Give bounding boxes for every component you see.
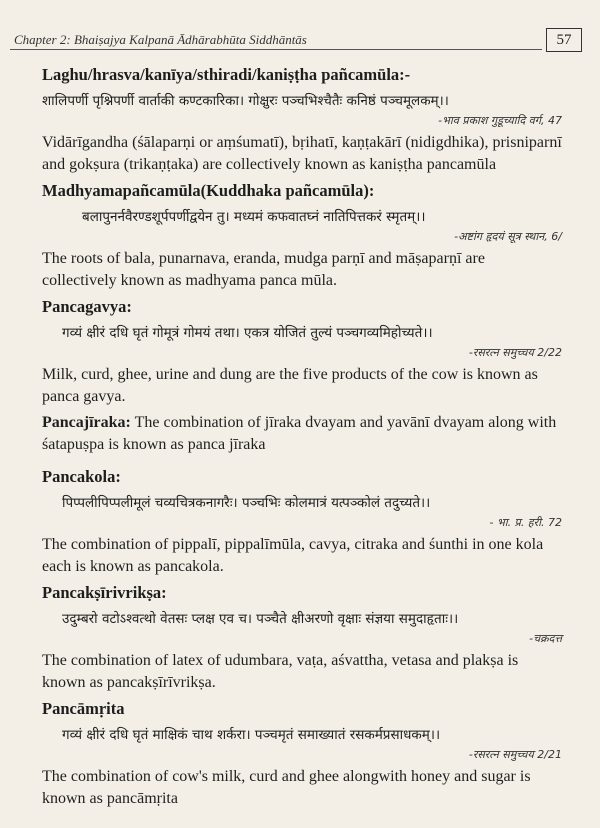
- sanskrit-verse: पिप्पलीपिप्पलीमूलं चव्यचित्रकनागरैः। पञ्चभिः कोलमात्रं यत्पञ्कोलं तदुच्यते।।: [62, 495, 431, 511]
- page-header: [0, 28, 600, 54]
- section-heading: Pancagavya:: [42, 297, 132, 316]
- sanskrit-verse: बलापुनर्नवैरण्डशूर्पपर्णीद्वयेन तु। मध्यमं कफवातघ्नं नातिपित्तकरं स्मृतम्।।: [82, 209, 426, 225]
- section-text: The combination of pippalī, pippalīmūla, cavya, citraka and śunthi in one kola each is known as pancakola.: [42, 536, 544, 575]
- section-pancagavya: [42, 296, 562, 408]
- section-pancajiraka: [42, 412, 562, 456]
- section-text: Milk, curd, ghee, urine and dung are the five products of the cow is known as panca gavya.: [42, 366, 538, 405]
- section-body: The combination of jīraka dvayam and yavānī dvayam along with śatapuṣpa is known as panca jīraka: [42, 414, 557, 453]
- verse-source: -चक्रदत्त: [529, 632, 562, 645]
- section-heading: Pancakṣīrivrikṣa:: [42, 583, 167, 602]
- sanskrit-verse: उदुम्बरो वटोऽश्वत्थो वेतसः प्लक्ष एव च। पञ्चैते क्षीअरणो वृक्षाः संज्ञया समुदाहृताः।।: [62, 611, 459, 627]
- sanskrit-verse: गव्यं क्षीरं दधि घृतं गोमूत्रं गोमयं तथा। एकत्र योजितं तुल्यं पञ्चगव्यमिहोच्यते।।: [62, 325, 433, 341]
- verse-source: -भाव प्रकाश गुडूच्यादि वर्ग, 47: [438, 114, 562, 127]
- page-content: [42, 64, 562, 814]
- sanskrit-verse: शालिपर्णी पृश्निपर्णी वार्ताकी कण्टकारिका। गोक्षुरः पञ्चभिश्चैतैः कनिष्ठं पञ्चमूलकम्।।: [42, 93, 449, 109]
- page-number: 57: [546, 28, 582, 52]
- section-pancamrita: [42, 698, 562, 810]
- section-text: The combination of cow's milk, curd and ghee alongwith honey and sugar is known as pancāmṛita: [42, 768, 531, 807]
- section-heading: Laghu/hrasva/kanīya/sthiradi/kaniṣṭha pañcamūla:-: [42, 65, 411, 84]
- sanskrit-verse: गव्यं क्षीरं दधि घृतं माक्षिकं चाथ शर्करा। पञ्चमृतं समाख्यातं रसकर्मप्रसाधकम्।।: [62, 727, 441, 743]
- section-madhyama-pancamula: [42, 180, 562, 292]
- verse-source: -रसरत्न समुच्चय 2/22: [468, 346, 562, 359]
- section-label: Pancajīraka:: [42, 414, 131, 431]
- section-laghu-pancamula: [42, 64, 562, 176]
- section-text: The combination of latex of udumbara, vaṭa, aśvattha, vetasa and plakṣa is known as pancakṣīrīvrikṣa.: [42, 652, 519, 691]
- chapter-title: Chapter 2: Bhaiṣajya Kalpanā Ādhārabhūta Siddhāntās: [14, 32, 307, 47]
- verse-source: -रसरत्न समुच्चय 2/21: [468, 748, 562, 761]
- verse-source: -अष्टांग हृदयं सूत्र स्थान, 6/: [454, 230, 562, 243]
- verse-source: - भा. प्र. हरी. 72: [489, 516, 562, 529]
- section-pancaksirivriksa: [42, 582, 562, 694]
- section-heading: Pancakola:: [42, 467, 121, 486]
- section-heading: Pancāmṛita: [42, 699, 125, 718]
- header-rule: [10, 49, 542, 50]
- section-heading: Madhyamapañcamūla(Kuddhaka pañcamūla):: [42, 181, 375, 200]
- section-text: The roots of bala, punarnava, eranda, mudga parṇī and māṣaparṇī are collectively known as madhyama panca mūla.: [42, 250, 485, 289]
- section-text: Vidārīgandha (śālaparṇi or aṃśumatī), bṛihatī, kaṇṭakārī (nidigdhika), prisniparnī and gokṣura (trikaṇṭaka) are collectively known as kaniṣṭha pancamūla: [42, 134, 562, 173]
- section-pancakola: [42, 466, 562, 578]
- section-text: [42, 412, 562, 456]
